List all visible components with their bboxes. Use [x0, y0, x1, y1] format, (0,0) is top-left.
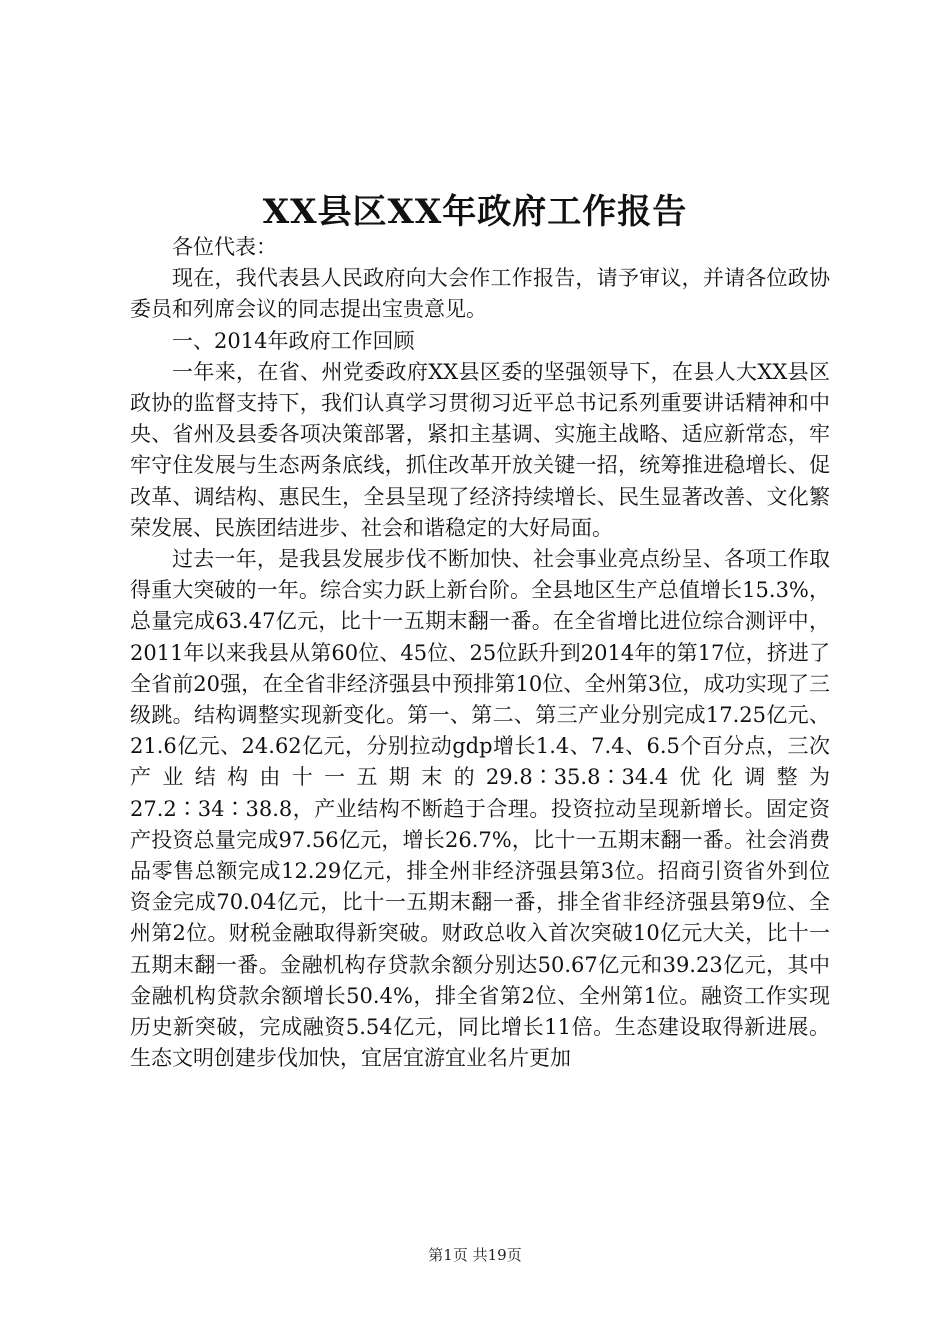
page-footer: 第1页 共19页 — [428, 1246, 522, 1264]
salutation-paragraph: 各位代表： — [172, 235, 277, 259]
document-body — [130, 232, 830, 1074]
review-paragraph: 一年来，在省、州党委政府XX县区委的坚强领导下，在县人大XX县区政协的监督支持下，我们认真学习贯彻习近平总书记系列重要讲话精神和中央、省州及县委各项决策部署，紧扣主基调、实施主战略、适应新常态，牢牢守住发展与生态两条底线，抓住改革开放关键一招，统筹推进稳增长、促改革、调结构、惠民生，全县呈现了经济持续增长、民生显著改善、文化繁荣发展、民族团结进步、社会和谐稳定的大好局面。 — [130, 359, 830, 540]
section-heading: 一、2014年政府工作回顾 — [172, 328, 415, 353]
opening-paragraph: 现在，我代表县人民政府向大会作工作报告，请予审议，并请各位政协委员和列席会议的同志提出宝贵意见。 — [130, 266, 830, 322]
achievements-paragraph: 过去一年，是我县发展步伐不断加快、社会事业亮点纷呈、各项工作取得重大突破的一年。综合实力跃上新台阶。全县地区生产总值增长15.3%，总量完成63.47亿元，比十一五期末翻一番。在全省增比进位综合测评中，2011年以来我县从第60位、45位、25位跃升到2014年的第17位，挤进了全省前20强，在全省非经济强县中预排第10位、全州第3位，成功实现了三级跳。结构调整实现新变化。第一、第二、第三产业分别完成17.25亿元、21.6亿元、24.62亿元，分别拉动gdp增长1.4、7.4、6.5个百分点，三次产业结构由十一五期末的29.8∶35.8∶34.4优化调整为27.2∶34∶38.8，产业结构不断趋于合理。投资拉动呈现新增长。固定资产投资总量完成97.56亿元，增长26.7%，比十一五期末翻一番。社会消费品零售总额完成12.29亿元，排全州非经济强县第3位。招商引资省外到位资金完成70.04亿元，比十一五期末翻一番，排全省非经济强县第9位、全州第2位。财税金融取得新突破。财政总收入首次突破10亿元大关，比十一五期末翻一番。金融机构存贷款余额分别达50.67亿元和39.23亿元，其中金融机构贷款余额增长50.4%，排全省第2位、全州第1位。融资工作实现历史新突破，完成融资5.54亿元，同比增长11倍。生态建设取得新进展。生态文明创建步伐加快，宜居宜游宜业名片更加 — [130, 547, 830, 1071]
document-title: XX县区XX年政府工作报告 — [262, 192, 688, 232]
